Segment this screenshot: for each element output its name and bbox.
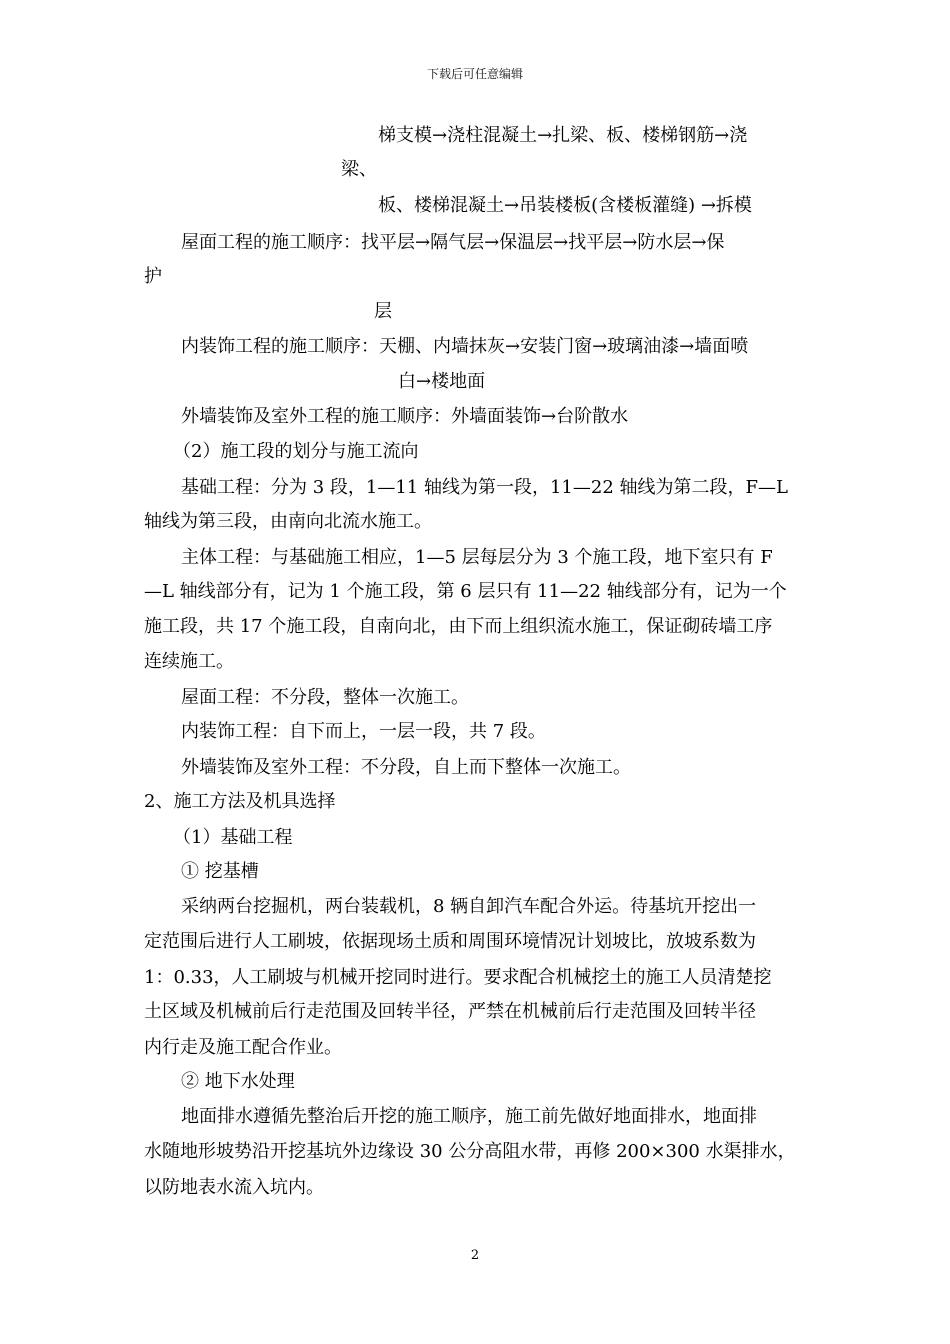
text-line: 内装饰工程：自下而上，一层一段，共 7 段。 bbox=[181, 721, 546, 742]
text-line: 地面排水遵循先整治后开挖的施工顺序，施工前先做好地面排水，地面排 bbox=[181, 1106, 757, 1127]
text-line: 1：0.33，人工刷坡与机械开挖同时进行。要求配合机械挖土的施工人员清楚挖 bbox=[144, 967, 772, 988]
text-line: 连续施工。 bbox=[144, 651, 234, 672]
text-line: 外墙装饰及室外工程：不分段，自上而下整体一次施工。 bbox=[181, 757, 631, 778]
text-line: 板、楼梯混凝土→吊装楼板(含楼板灌缝) →拆模 bbox=[378, 195, 752, 216]
page-header: 下载后可任意编辑 bbox=[426, 67, 523, 81]
text-line: 施工段，共 17 个施工段，自南向北，由下而上组织流水施工，保证砌砖墙工序 bbox=[144, 616, 773, 637]
item-heading: ① 挖基槽 bbox=[181, 861, 259, 882]
subsection-heading: （1）基础工程 bbox=[173, 827, 293, 848]
text-line: 定范围后进行人工刷坡，依据现场土质和周围环境情况计划坡比，放坡系数为 bbox=[144, 931, 756, 952]
text-line: 内装饰工程的施工顺序：天棚、内墙抹灰→安装门窗→玻璃油漆→墙面喷 bbox=[181, 336, 749, 357]
text-line: 层 bbox=[374, 301, 392, 322]
text-line: 轴线为第三段，由南向北流水施工。 bbox=[144, 511, 432, 532]
text-line: 内行走及施工配合作业。 bbox=[144, 1037, 342, 1058]
text-line: 梯支模→浇柱混凝土→扎梁、板、楼梯钢筋→浇 bbox=[378, 125, 748, 146]
text-line: 白→楼地面 bbox=[398, 371, 486, 392]
page-number: 2 bbox=[470, 1248, 480, 1263]
text-line: 土区域及机械前后行走范围及回转半径，严禁在机械前后行走范围及回转半径 bbox=[144, 1001, 756, 1022]
text-line: 梁、 bbox=[341, 159, 377, 180]
text-line: 水随地形坡势沿开挖基坑外边缘设 30 公分高阻水带，再修 200×300 水渠排水， bbox=[144, 1141, 796, 1162]
text-line: 主体工程：与基础施工相应，1—5 层每层分为 3 个施工段，地下室只有 F bbox=[181, 547, 773, 568]
text-line: 屋面工程的施工顺序：找平层→隔气层→保温层→找平层→防水层→保 bbox=[181, 232, 725, 253]
text-line: 护 bbox=[144, 266, 162, 287]
text-line: 屋面工程：不分段，整体一次施工。 bbox=[181, 687, 469, 708]
text-line: —L 轴线部分有，记为 1 个施工段，第 6 层只有 11—22 轴线部分有，记为一个 bbox=[144, 581, 787, 602]
text-line: 采纳两台挖掘机，两台装载机，8 辆自卸汽车配合外运。待基坑开挖出一 bbox=[181, 896, 757, 917]
item-heading: ② 地下水处理 bbox=[181, 1071, 295, 1092]
text-line: 以防地表水流入坑内。 bbox=[144, 1177, 324, 1198]
text-line: 基础工程：分为 3 段，1—11 轴线为第一段，11—22 轴线为第二段，F—L bbox=[181, 477, 788, 498]
section-heading: （2）施工段的划分与施工流向 bbox=[173, 441, 419, 462]
section-heading: 2、施工方法及机具选择 bbox=[144, 791, 336, 812]
text-line: 外墙装饰及室外工程的施工顺序：外墙面装饰→台阶散水 bbox=[181, 406, 629, 427]
